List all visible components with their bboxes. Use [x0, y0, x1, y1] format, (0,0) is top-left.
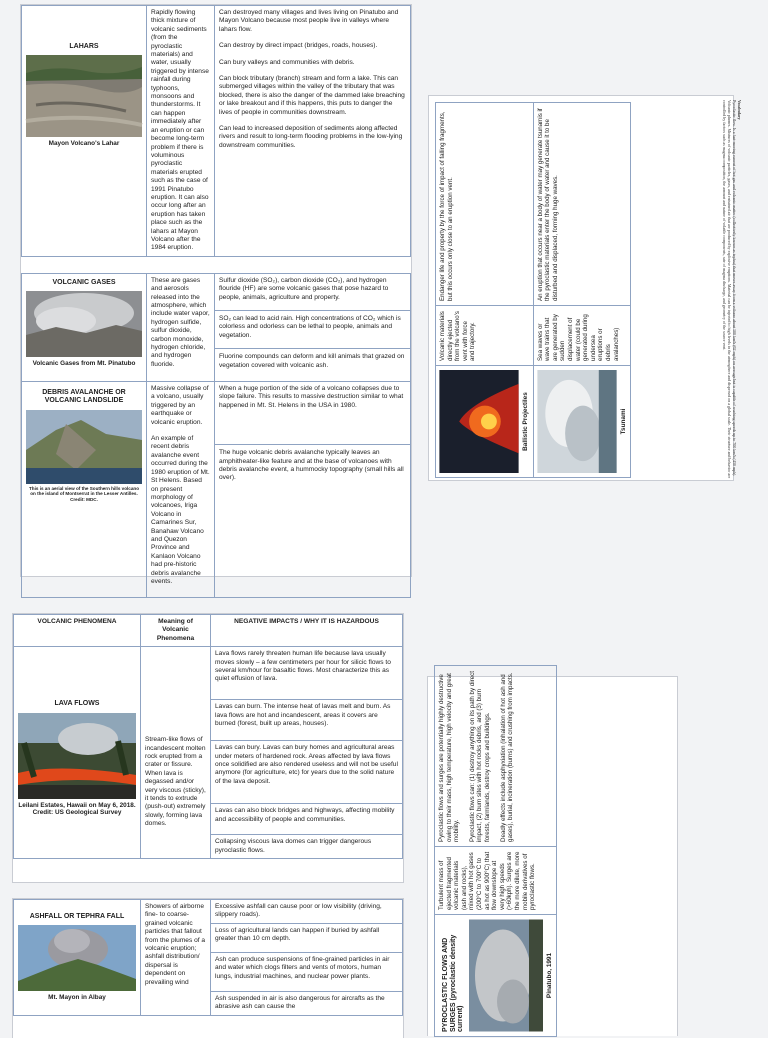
photo-caption: Volcanic Gases from Mt. Pinatubo: [32, 360, 136, 368]
photo-caption: Leilani Estates, Hawaii on May 6, 2018. Credit: US Geological Survey: [18, 801, 136, 817]
meaning-text: Stream-like flows of incandescent molten rock erupted from a crater or fissure. When lava is degassed and/or very viscous (sticky), it tends to extrude (push-out) extremely slowly, forming lava domes.: [145, 736, 206, 828]
phenomenon-cell: [22, 6, 147, 257]
impacts-cell: [215, 273, 411, 381]
impact-text: Lavas can bury. Lavas can bury homes and agricultural areas under meters of hardened rock. Areas affected by lava flows once solidified are also rendered useless and will not be useful anymore (for agriculture, etc) for years due to the solid nature of the lava deposit.: [211, 741, 402, 804]
phenomenon-name: LAVA FLOWS: [54, 700, 100, 708]
meaning-cell: Showers of airborne fine- to coarse-grained volcanic particles that fallout from the plumes of a volcanic eruption; ashfall distribution/ dispersal is dependent on prevailing wind: [141, 900, 211, 1016]
impacts-cell: [211, 900, 403, 1016]
table-row: [436, 103, 534, 478]
table-row: [533, 103, 631, 478]
ballistic-photo: [439, 370, 519, 473]
meaning-text: An example of recent debris avalanche event occurred during the 1980 eruption of Mt. St Helens. Based on present morphology of volcanoes, Iriga Volcano in Camarines Sur, Banahaw Volcano and Quezon Province and Kanlaon Volcano had pre-historic debris avalanche events.: [151, 435, 210, 585]
table-header-row: [14, 615, 403, 647]
impacts-cell: [435, 666, 557, 847]
page-3: [12, 613, 404, 883]
lahar-photo: [26, 55, 142, 137]
vocabulary-item: Pyroclastic flow. Is a fast-moving current of hot gas and volcanic matter (collectively known as tephra) that moves away from a volcano about 100 km/h (62 mph) on average but is capable of reaching speeds up to 700 km/h (430 mph).: [732, 100, 737, 477]
phenomenon-name: Tsunami: [619, 408, 627, 435]
meaning-cell: Turbulent mass of ejected fragmented volcanic materials (ash and rocks), mixed with hot gases (200°C to 700°C to as hot as 900°C) that flow downslope at very high speeds (>60kph). Surges are the more dilute, more mobile derivatives of pyroclastic flows.: [435, 847, 557, 915]
impact-text: Can destroy by direct impact (bridges, roads, houses).: [219, 42, 378, 50]
table-row: [22, 6, 411, 257]
table-row: [22, 382, 411, 598]
phenomenon-cell: [14, 647, 141, 859]
table-row: [14, 900, 403, 1016]
phenomenon-name: DEBRIS AVALANCHE OR VOLCANIC LANDSLIDE: [42, 389, 126, 405]
impact-text: Collapsing viscous lava domes can trigger dangerous pyroclastic flows.: [215, 838, 372, 854]
impact-text: Can lead to increased deposition of sediments along affected rivers and result to long-term flooding problems in the low-lying downstream communities.: [219, 125, 403, 149]
phenomenon-name: ASHFALL OR TEPHRA FALL: [29, 913, 125, 920]
impact-text: Can block tributary (branch) stream and form a lake. This can submerged villages within the valley of the tributary that was blocked, there is also the danger of the dammed lake breaching or lake breakout and if this happens, this puts to danger the lives of people in communities downstream.: [219, 75, 405, 116]
table-row: [22, 273, 411, 381]
phenomenon-cell: [435, 915, 557, 1037]
page-2: [428, 95, 734, 481]
vocabulary-note: [722, 100, 742, 480]
impact-text: Lavas can burn. The intense heat of lavas melt and burn. As lava flows are hot and incandescent, areas it covers are burned (forest, built up areas, houses).: [211, 700, 402, 741]
debris-avalanche-photo: [26, 410, 142, 484]
pyroclastic-flow-photo: [469, 919, 543, 1032]
table-row: [435, 666, 557, 1037]
vocabulary-title: Vocabulary: [737, 100, 742, 120]
impact-text: Lava flows rarely threaten human life because lava usually moves slowly – a few centimeters per hour for silicic flows to several km/hour for basaltic flows. Most characterize this as quiet effusion of lava.: [211, 647, 402, 700]
impact-text: Fluorine compounds can deform and kill animals that grazed on vegetation covered with volcanic ash.: [219, 353, 405, 369]
volcanic-gases-photo: [26, 291, 142, 357]
phenomenon-cell: [22, 273, 147, 381]
impact-text: Loss of agricultural lands can happen if buried by ashfall greater than 10 cm depth.: [211, 924, 402, 953]
meaning-cell: Rapidly flowing thick mixture of volcanic sediments (from the pyroclastic materials) and water, usually triggered by intense rainfall during typhoons, monsoons and thunderstorms. It can happen immediately after an eruption or can become long-term problem if there is voluminous pyroclastic materials erupted such as the case of 1991 Pinatubo eruption. It can also occur long after an eruption has taken place such as the lahars at Mayon Volcano after the 1984 eruption.: [147, 6, 215, 257]
impact-text: Ash suspended in air is also dangerous for aircrafts as the abrasive ash can cause the: [215, 994, 385, 1011]
meaning-cell: These are gases and aerosols released into the atmosphere, which include water vapor, hydrogen sulfide, sulfur dioxide, carbon monoxide, hydrogen chloride, and hydrogen fluoride.: [147, 273, 215, 381]
impact-text: The huge volcanic debris avalanche typically leaves an amphitheater-like feature and at the base of volcanoes with debris avalanche event, a hummocky topography (small hills all over).: [219, 449, 404, 482]
impact-text: SO₂ can lead to acid rain. High concentrations of CO₂ which is colorless and odorless can be lethal to people, animals and vegetation.: [219, 315, 401, 339]
phenomenon-name: PYROCLASTIC FLOWS AND SURGES (pyroclastic density current): [442, 934, 465, 1032]
phenomenon-cell: [533, 366, 631, 478]
photo-caption: Mt. Mayon in Albay: [48, 994, 106, 1002]
impacts-cell: [211, 647, 403, 859]
impacts-cell: Endanger life and property by the force of impact of falling fragments, but this occurs only close to an eruption vent.: [436, 103, 534, 306]
meaning-text: Massive collapse of a volcano, usually triggered by an earthquake or volcanic eruption.: [151, 385, 209, 426]
tsunami-photo: [537, 370, 617, 473]
page-4: [12, 898, 404, 1038]
vocabulary-item: Volcanic plumes. Mixtures of volcanic particles, gases, and entrained air that are produced by explosive eruptions. Material can be injected to high levels in the atmosphere and dispersed on a global scale. Their structure and behavior are controlled by factors such as magma composition, the amount and nature of volatile components, rate of magma discharge, and geometry of the source vent.: [722, 100, 732, 479]
impact-text: Excessive ashfall can cause poor or low visibility (driving, slippery roads).: [211, 900, 402, 924]
impact-text: Ash can produce suspensions of fine-grained particles in air and water which clogs filters and vents of motors, human lungs, industrial machines, and nuclear power plants.: [211, 953, 402, 992]
table-row: [14, 647, 403, 859]
impact-text: Pyroclastic flows can: (1) destroy anything on its path by direct impact, (2) burn sites with hot rocks debris, and (3) burn forests, farmlands, destroy crops and buildings.: [468, 671, 491, 842]
photo-caption: Mayon Volcano's Lahar: [48, 140, 120, 148]
lava-flow-photo: [18, 713, 136, 799]
impacts-cell: [215, 382, 411, 598]
impacts-cell: [215, 6, 411, 257]
meaning-cell: Sea waves or wave trains that are generated by sudden displacement of water (could be generated during undersea eruptions or debris avalanches): [533, 306, 631, 366]
phenomenon-cell: [436, 366, 534, 478]
photo-caption: This is an aerial view of the Southern hills volcano on the island of Montserrat in the Lesser Antilles. Credit: MDC.: [28, 485, 140, 502]
phenomenon-cell: [14, 900, 141, 1016]
phenomenon-name: LAHARS: [69, 43, 99, 50]
photo-caption: Pinatubo, 1991: [545, 952, 553, 999]
phenomenon-name: VOLCANIC GASES: [52, 278, 116, 286]
impact-text: Sulfur dioxide (SO₂), carbon dioxide (CO₂), and hydrogen flouride (HF) are some volcanic gases that pose hazard to people, animals, agriculture and property.: [219, 276, 389, 301]
column-header: NEGATIVE IMPACTS / WHY IT IS HAZARDOUS: [211, 615, 403, 647]
impact-text: Deadly effects include asphyxiation (inhalation of hot ash and gases), burial, incineration (burns) and crushing from impacts.: [499, 672, 515, 842]
page-1: [20, 4, 412, 585]
impact-text: When a huge portion of the side of a volcano collapses due to slope failure. This results to massive destruction similar to what happened in Mt. St. Helens in the USA in 1980.: [219, 385, 404, 409]
meaning-cell: [147, 382, 215, 598]
phenomenon-name: Ballistic Projectiles: [522, 392, 529, 451]
meaning-cell: Volcanic materials directly ejected from the volcano's vent with force and trajectory.: [436, 306, 534, 366]
table-row: [22, 256, 411, 273]
rotated-table-pyroclastic: [434, 665, 674, 1037]
page-5: [427, 671, 678, 1036]
impact-text: Pyroclastic flows and surges are potentially highly destructive owing to their mass, high temperature, high velocity and great mobility.: [438, 673, 461, 842]
column-header: VOLCANIC PHENOMENA: [14, 615, 141, 647]
impact-text: Can bury valleys and communities with debris.: [219, 58, 355, 66]
meaning-cell: [141, 647, 211, 859]
phenomenon-cell: [22, 382, 147, 598]
column-header: Meaning of Volcanic Phenomena: [141, 615, 211, 647]
impact-text: Lavas can also block bridges and highways, affecting mobility and accessibility of people and communities.: [211, 804, 402, 835]
impact-text: Can destroyed many villages and lives living on Pinatubo and Mayon Volcano because most people live in valleys where lahars flow.: [219, 9, 399, 33]
ashfall-photo: [18, 925, 136, 991]
rotated-table-ballistic-tsunami: [435, 102, 647, 478]
impacts-cell: An eruption that occurs near a body of water may generate tsunamis if the pyroclastic materials enter the body of water and cause it to be disturbed and displaced, forming huge waves.: [533, 103, 631, 306]
